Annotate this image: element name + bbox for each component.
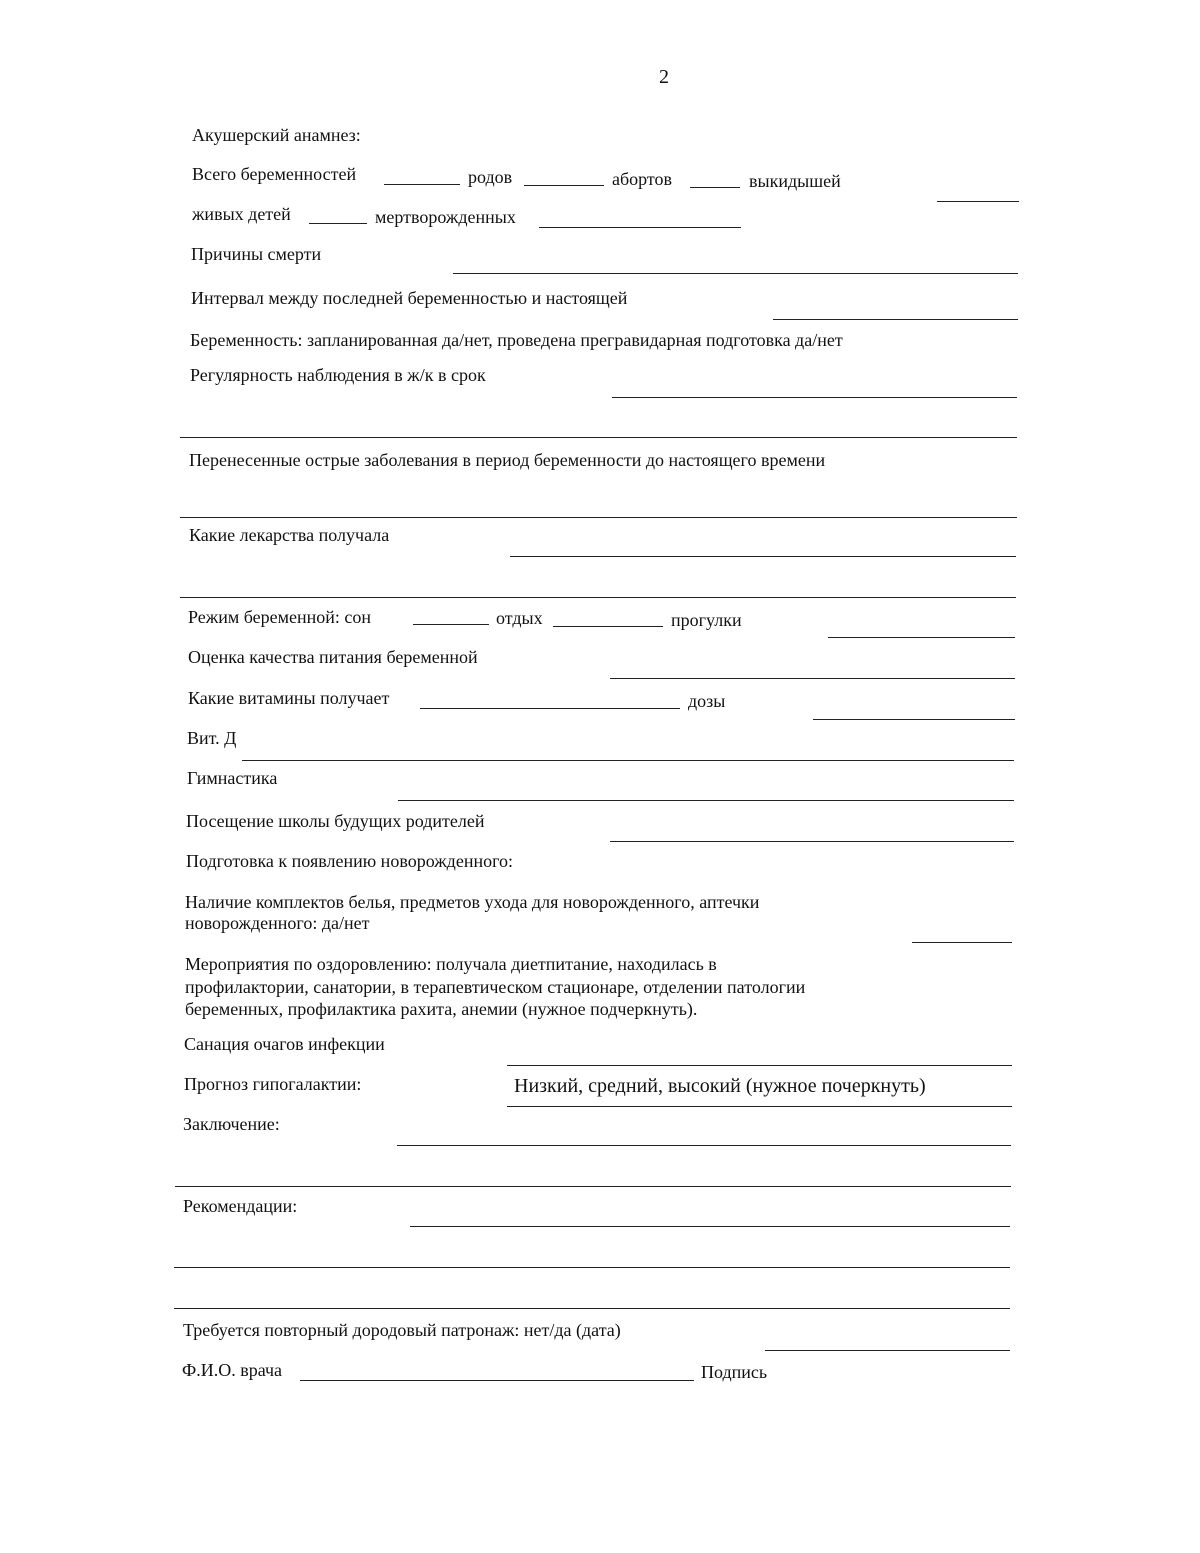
living-children-label: живых детей <box>192 204 291 224</box>
doses-label: дозы <box>688 691 726 711</box>
signature-label: Подпись <box>701 1362 768 1382</box>
nutrition-label: Оценка качества питания беременной <box>188 647 478 667</box>
doctor-name-label: Ф.И.О. врача <box>182 1360 283 1380</box>
measures-line2: профилактории, санатории, в терапевтическом стационаре, отделении патологии <box>185 977 806 997</box>
medications-field[interactable] <box>510 556 1016 557</box>
hypogalactia-label: Прогноз гипогалактии: <box>184 1074 362 1094</box>
sanitation-label: Санация очагов инфекции <box>184 1034 385 1054</box>
measures-line1: Мероприятия по оздоровлению: получала диетпитание, находилась в <box>185 954 717 974</box>
kits-field[interactable] <box>912 942 1012 943</box>
repeat-visit-label: Требуется повторный дородовый патронаж: нет/да (дата) <box>183 1320 621 1340</box>
page-number: 2 <box>659 66 669 88</box>
recommendations-field-3[interactable] <box>174 1308 1010 1309</box>
regime-label: Режим беременной: сон <box>188 607 372 627</box>
rest-field[interactable] <box>553 626 663 627</box>
vitamins-field[interactable] <box>420 708 680 709</box>
total-pregnancies-label: Всего беременностей <box>192 164 357 184</box>
abortions-field[interactable] <box>690 187 740 188</box>
recommendations-label: Рекомендации: <box>183 1196 298 1216</box>
interval-label: Интервал между последней беременностью и настоящей <box>191 288 628 308</box>
recommendations-field[interactable] <box>410 1226 1010 1227</box>
regularity-field[interactable] <box>612 397 1017 398</box>
regularity-field-continued[interactable] <box>180 437 1017 438</box>
nutrition-field[interactable] <box>610 678 1015 679</box>
preparation-label: Подготовка к появлению новорожденного: <box>186 851 514 871</box>
recommendations-field-2[interactable] <box>174 1267 1010 1268</box>
repeat-visit-date-field[interactable] <box>765 1350 1010 1351</box>
diseases-label: Перенесенные острые заболевания в период беременности до настоящего времени <box>189 450 826 470</box>
sanitation-field[interactable] <box>507 1065 1012 1066</box>
planned-pregnancy-label: Беременность: запланированная да/нет, проведена прегравидарная подготовка да/нет <box>190 330 843 350</box>
doctor-name-field[interactable] <box>300 1380 694 1381</box>
sleep-field[interactable] <box>413 624 489 625</box>
death-causes-label: Причины смерти <box>191 244 322 264</box>
school-label: Посещение школы будущих родителей <box>186 811 485 831</box>
rest-label: отдых <box>496 608 543 628</box>
regularity-label: Регулярность наблюдения в ж/к в срок <box>190 365 486 385</box>
kits-label-line2: новорожденного: да/нет <box>185 913 370 933</box>
vit-d-field[interactable] <box>242 760 1014 761</box>
hypogalactia-options[interactable]: Низкий, средний, высокий (нужное почеркнуть) <box>514 1075 926 1097</box>
abortions-label: абортов <box>612 169 673 189</box>
conclusion-label: Заключение: <box>183 1114 280 1134</box>
death-causes-field[interactable] <box>453 273 1018 274</box>
medications-label: Какие лекарства получала <box>189 525 390 545</box>
births-field[interactable] <box>524 185 604 186</box>
stillborn-label: мертворожденных <box>375 207 516 227</box>
miscarriages-field[interactable] <box>937 201 1019 202</box>
walks-field[interactable] <box>828 637 1015 638</box>
gymnastics-label: Гимнастика <box>187 768 278 788</box>
obstetric-history-heading: Акушерский анамнез: <box>192 125 361 145</box>
births-label: родов <box>468 167 513 187</box>
conclusion-field[interactable] <box>397 1145 1011 1146</box>
total-pregnancies-field[interactable] <box>384 184 460 185</box>
hypogalactia-field[interactable] <box>507 1106 1012 1107</box>
miscarriages-label: выкидышей <box>749 171 841 191</box>
vit-d-label: Вит. Д <box>187 728 237 748</box>
doses-field[interactable] <box>813 719 1015 720</box>
vitamins-label: Какие витамины получает <box>188 688 390 708</box>
school-field[interactable] <box>610 841 1014 842</box>
conclusion-field-continued[interactable] <box>175 1186 1011 1187</box>
walks-label: прогулки <box>671 610 742 630</box>
living-children-field[interactable] <box>309 223 367 224</box>
kits-label-line1: Наличие комплектов белья, предметов ухода для новорожденного, аптечки <box>185 892 760 912</box>
medications-field-continued[interactable] <box>180 597 1016 598</box>
interval-field[interactable] <box>773 319 1018 320</box>
stillborn-field[interactable] <box>539 227 741 228</box>
measures-line3: беременных, профилактика рахита, анемии (нужное подчеркнуть). <box>185 999 698 1019</box>
diseases-field[interactable] <box>180 517 1017 518</box>
gymnastics-field[interactable] <box>398 800 1014 801</box>
